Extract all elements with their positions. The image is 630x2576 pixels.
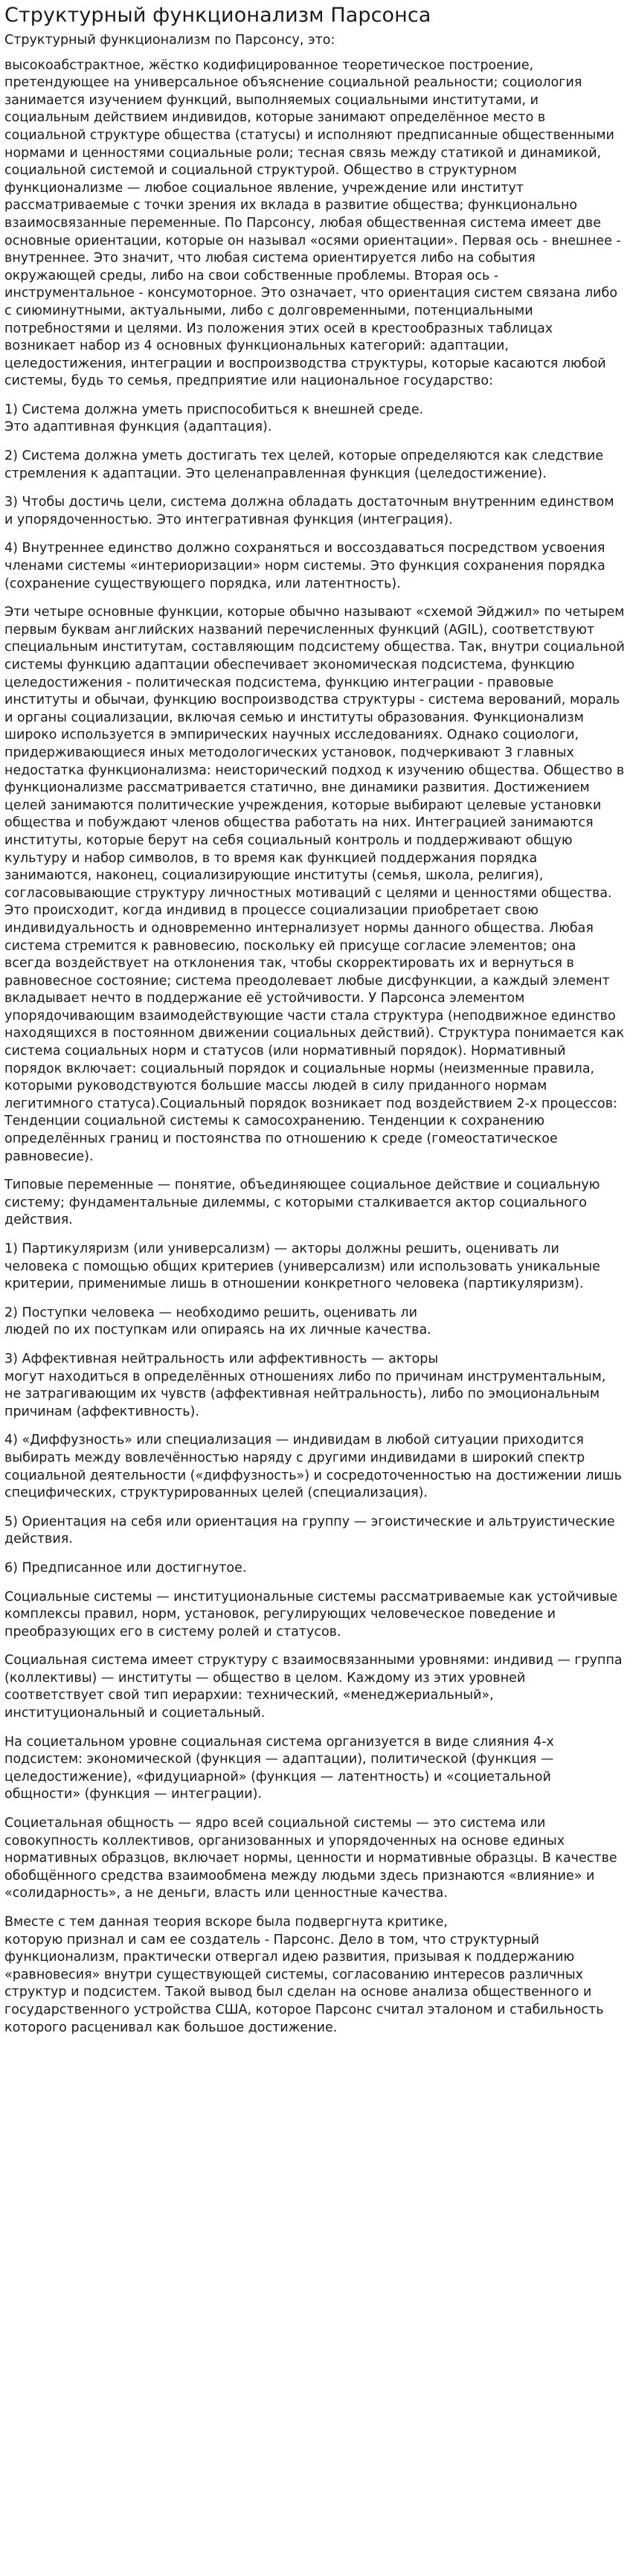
definition-paragraph: высокоабстрактное, жёстко кодифицированное теоретическое построение, претендующее на универсальное объяснение социальной реальности; социология занимается изучением функций, выполняемых социальными институтами, и социальным действием индивидов, которые занимают определённое место в социальной структуре общества (статусы) и исполняют предписанные общественными нормами и ценностями социальные роли; тесная связь между статикой и динамикой, социальной системой и социальной структурой. Общество в структурном функционализме — любое социальное явление, учреждение или институт рассматриваемые с точки зрения их вклада в развитие общества; функционально взаимосвязанные переменные. По Парсонсу, любая общественная система имеет две основные ориентации, которые он называл «осями ориентации». Первая ось - внешнее - внутреннее. Это значит, что любая система ориентируется либо на события окружающей среды, либо на свои собственные проблемы. Вторая ось - инструментальное - консумоторное. Это означает, что ориентация систем связана либо с сиюминутными, актуальными, либо с долговременными, потенциальными потребностями и целями. Из положения этих осей в крестообразных таблицах возникает набор из 4 основных функциональных категорий: адаптации, целедостижения, интеграции и воспроизводства структуры, которые касаются любой системы, будь то семья, предприятие или национальное государство: bbox=[4, 57, 621, 389]
critique-paragraph: Вместе с тем данная теория вскоре была подвергнута критике, которую признал и сам ее создатель - Парсонс. Дело в том, что структурный функционализм, практически отвергал идею развития, призывая к поддержанию «равновесия» внутри существующей системы, согласованию интересов различных структур и подсистем. Такой вывод был сделан на основе анализа общественного и государственного устройства США, которое Парсонс считал эталоном и стабильность которого расценивал как большое достижение. bbox=[4, 1915, 604, 2035]
societal-level-paragraph: На социетальном уровне социальная система организуется в виде слияния 4-х подсистем: экономической (функция — адаптации), политической (функция — целедостижение), «фидуциарной» (функция — латентность) и «социетальной общности» (функция — интеграции). bbox=[4, 1734, 554, 1802]
agil-paragraph: Эти четыре основные функции, которые обычно называют «схемой Эйджил» по четырем первым буквам английских названий перечисленных функций (AGIL), соответствуют специальным институтам, составляющим подсистему общества. Так, внутри социальной системы функцию адаптации обеспечивает экономическая подсистема, функцию целедостижения - политическая подсистема, функцию интеграции - правовые институты и обычаи, функцию воспроизводства структуры - система верований, мораль и органы социализации, включая семью и институты образования. Функционализм широко используется в эмпирических научных исследованиях. Однако социологи, придерживающиеся иных методологических установок, подчеркивают 3 главных недостатка функционализма: неисторический подход к изучению общества. Общество в функционализме рассматривается статично, вне динамики развития. Достижением целей занимаются политические учреждения, которые выбирают целевые установки общества и побуждают членов общества работать на них. Интеграцией занимаются институты, которые берут на себя социальный контроль и поддерживают общую культуру и набор символов, в то время как функцией поддержания порядка занимаются, наконец, социализирующие институты (семья, школа, религия), согласовывающие структуру личностных мотиваций с целями и ценностями общества. Это происходит, когда индивид в процессе социализации приобретает свою индивидуальность и одновременно интернализует нормы данного общества. Любая система стремится к равновесию, поскольку ей присуще согласие элементов; она всегда воздействует на отклонения так, чтобы скорректировать их и вернуться в равновесное состояние; система преодолевает любые дисфункции, а каждый элемент вкладывает нечто в поддержание её устойчивости. У Парсонса элементом упорядочивающим взаимодействующие части стала структура (неподвижное единство находящихся в постоянном движении социальных действий). Структура понимается как система социальных норм и статусов (или нормативный порядок). Нормативный порядок включает: социальный порядок и социальные нормы (неизменные правила, которыми руководствуются большие массы людей в силу приданного нормам легитимного статуса).Социальный порядок возникает под воздействием 2-х процессов: Тенденции социальной системы к самосохранению. Тенденции к сохранению определённых границ и постоянства по отношению к среде (гомеостатическое равновесие). bbox=[4, 605, 625, 1164]
pattern-variable-1: 1) Партикуляризм (или универсализм) — акторы должны решить, оценивать ли человека с помощью общих критериев (универсализм) или использовать уникальные критерии, применимые лишь в отношении конкретного человека (партикуляризм). bbox=[4, 1242, 600, 1292]
intro-line: Структурный функционализм по Парсонсу, это: bbox=[4, 33, 335, 48]
societal-community-paragraph: Социетальная общность — ядро всей социальной системы — это система или совокупность коллективов, организованных и упорядоченных на основе единых нормативных образцов, включает нормы, ценности и нормативные образцы. В качестве обобщённого средства взаимообмена между людьми здесь признаются «влияние» и «солидарность», а не деньги, власть или ценностные качества. bbox=[4, 1816, 617, 1901]
function-latency: 4) Внутреннее единство должно сохраняться и воссоздаваться посредством усвоения членами системы «интериоризации» норм системы. Это функция сохранения порядка (сохранение существующего порядка, или латентность). bbox=[4, 541, 605, 591]
function-adaptation: 1) Система должна уметь приспособиться к внешней среде. Это адаптивная функция (адаптация). bbox=[4, 402, 424, 435]
social-system-levels-paragraph: Социальная система имеет структуру с взаимосвязанными уровнями: индивид — группа (коллективы) — институты — общество в целом. Каждому из этих уровней соответствует свой тип иерархии: технический, «менеджериальный», институциональный и социетальный. bbox=[4, 1653, 623, 1721]
pattern-variable-4: 4) «Диффузность» или специализация — индивидам в любой ситуации приходится выбирать между вовлечённостью наряду с другими индивидами в широкий спектр социальной деятельности («диффузность») и сосредоточенностью на достижении лишь специфических, структурированных целей (специализация). bbox=[4, 1433, 623, 1501]
pattern-variables-intro: Типовые переменные — понятие, объединяющее социальное действие и социальную систему; фундаментальные дилеммы, с которыми сталкивается актор социального действия. bbox=[4, 1178, 600, 1228]
pattern-variable-5: 5) Ориентация на себя или ориентация на группу — эгоистические и альтруистические действия. bbox=[4, 1514, 615, 1547]
pattern-variable-6: 6) Предписанное или достигнутое. bbox=[4, 1560, 247, 1576]
page-title: Структурный функционализм Парсонса bbox=[4, 4, 431, 27]
social-systems-paragraph: Социальные системы — институциональные системы рассматриваемые как устойчивые комплексы правил, норм, установок, регулирующих человеческое поведение и преобразующих его в систему ролей и статусов. bbox=[4, 1589, 618, 1639]
pattern-variable-3: 3) Аффективная нейтральность или аффективность — акторы могут находиться в определённых отношениях либо по причинам инструментальным, не затрагивающим их чувств (аффективная нейтральность), либо по эмоциональным причинам (аффективность). bbox=[4, 1351, 606, 1419]
function-integration: 3) Чтобы достичь цели, система должна обладать достаточным внутренним единством и упорядоченностью. Это интегративная функция (интеграция). bbox=[4, 495, 614, 527]
function-goal-attainment: 2) Система должна уметь достигать тех целей, которые определяются как следствие стремления к адаптации. Это целенаправленная функция (целедостижение). bbox=[4, 449, 604, 481]
pattern-variable-2: 2) Поступки человека — необходимо решить, оценивать ли людей по их поступкам или опираясь на их личные качества. bbox=[4, 1305, 431, 1338]
